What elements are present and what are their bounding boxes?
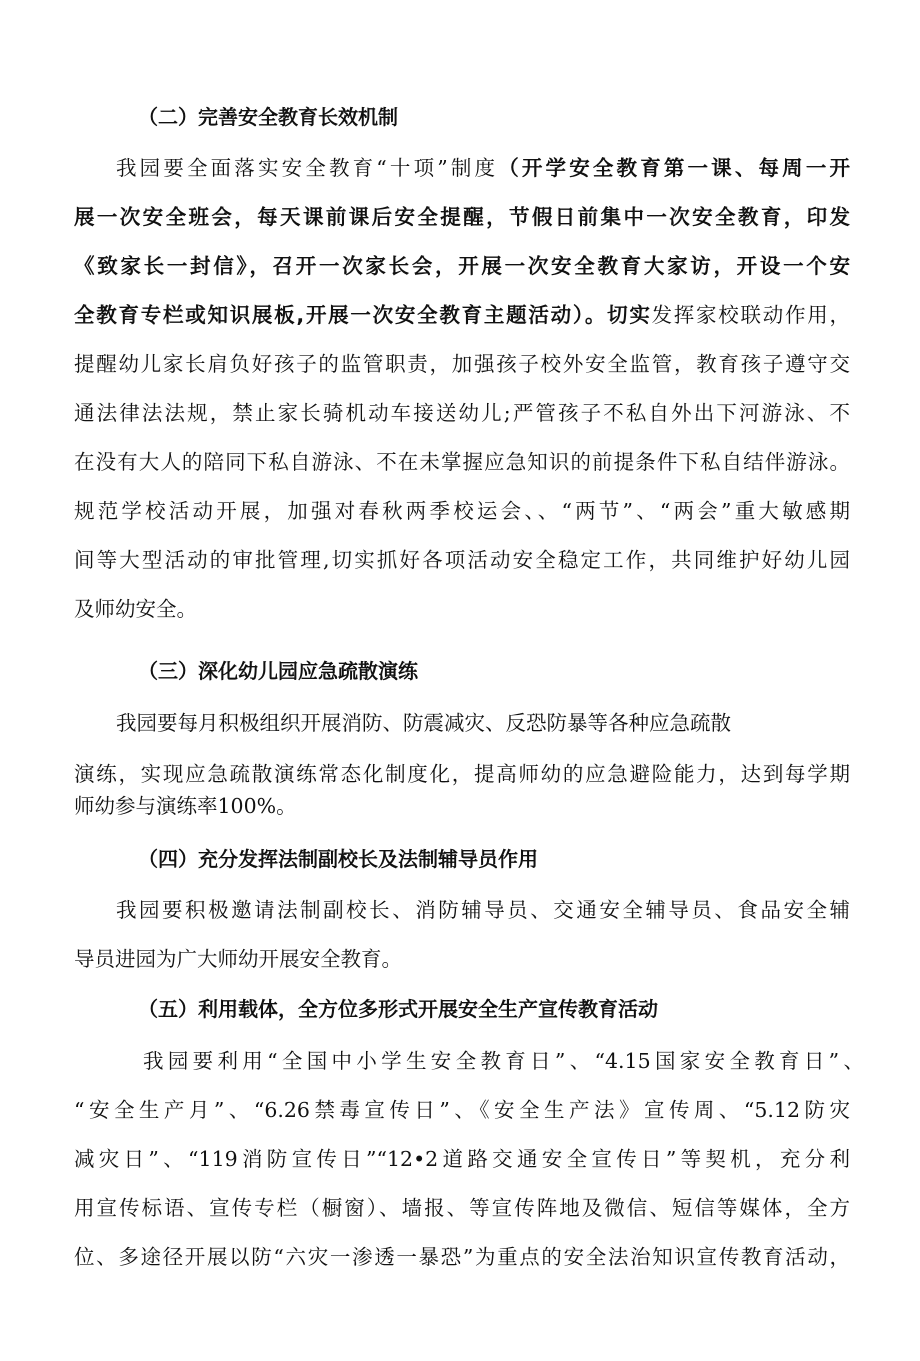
text-run: 规范学校活动开展，加强对春秋两季校运会、、“两节”、“两会”重大敏感期 <box>74 499 850 523</box>
paragraph-line <box>74 792 850 820</box>
text-run: 间等大型活动的审批管理,切实抓好各项活动安全稳定工作，共同维护好幼儿园 <box>74 548 850 572</box>
text-run: 师幼参与演练率100%。 <box>74 794 297 818</box>
paragraph-line <box>74 448 850 476</box>
text-run: 在没有大人的陪同下私自游泳、不在未掌握应急知识的前提条件下私自结伴游泳。 <box>74 450 850 474</box>
text-run: “安全生产月”、“6.26禁毒宣传日”、《安全生产法》宣传周、“5.12防灾 <box>74 1098 850 1122</box>
paragraph-line <box>74 760 850 788</box>
text-run: 我园要利用“全国中小学生安全教育日”、“4.15国家安全教育日”、 <box>143 1049 864 1073</box>
paragraph-line <box>74 1243 850 1271</box>
text-run: 我园要每月积极组织开展消防、防震减灾、反恐防暴等各种应急疏散 <box>116 711 731 735</box>
text-run: 导员进园为广大师幼开展安全教育。 <box>74 947 402 971</box>
section-heading-3: （三）深化幼儿园应急疏散演练 <box>138 659 418 683</box>
bold-text-run: 《致家长一封信》，召开一次家长会，开展一次安全教育大家访，开设一个安 <box>74 254 850 278</box>
paragraph-line <box>74 595 850 623</box>
paragraph-line <box>74 497 850 525</box>
section-heading-5: （五）利用载体，全方位多形式开展安全生产宣传教育活动 <box>138 997 658 1021</box>
paragraph-line <box>74 546 850 574</box>
paragraph-line <box>143 1047 864 1075</box>
text-run: 通法律法法规，禁止家长骑机动车接送幼儿;严管孩子不私自外出下河游泳、不 <box>74 401 850 425</box>
paragraph-line <box>74 203 850 231</box>
paragraph-line <box>74 399 850 427</box>
section-heading-2: （二）完善安全教育长效机制 <box>138 105 398 129</box>
text-run: 演练，实现应急疏散演练常态化制度化，提高师幼的应急避险能力，达到每学期 <box>74 762 850 786</box>
paragraph-line <box>74 945 850 973</box>
paragraph-line <box>74 1194 850 1222</box>
bold-text-run: 展一次安全班会，每天课前课后安全提醒，节假日前集中一次安全教育，印发 <box>74 205 850 229</box>
paragraph-line <box>74 301 850 329</box>
paragraph-line <box>116 154 850 182</box>
text-run: 发挥家校联动作用， <box>651 303 850 327</box>
paragraph-line <box>74 252 850 280</box>
text-run: 提醒幼儿家长肩负好孩子的监管职责，加强孩子校外安全监管，教育孩子遵守交 <box>74 352 850 376</box>
bold-text-run: 全教育专栏或知识展板,开展一次安全教育主题活动）。切实 <box>74 303 652 327</box>
text-run: 我园要全面落实安全教育“十项”制度 <box>116 156 499 180</box>
text-run: 位、多途径开展以防“六灾一渗透一暴恐”为重点的安全法治知识宣传教育活动， <box>74 1245 850 1269</box>
section-heading-4: （四）充分发挥法制副校长及法制辅导员作用 <box>138 847 538 871</box>
paragraph-line <box>116 896 850 924</box>
paragraph-line <box>74 350 850 378</box>
paragraph-line <box>74 1145 850 1173</box>
paragraph-line <box>74 1096 850 1124</box>
text-run: 及师幼安全。 <box>74 597 197 621</box>
bold-text-run: （开学安全教育第一课、每周一开 <box>498 156 850 180</box>
text-run: 我园要积极邀请法制副校长、消防辅导员、交通安全辅导员、食品安全辅 <box>116 898 850 922</box>
text-run: 用宣传标语、宣传专栏（橱窗）、墙报、等宣传阵地及微信、短信等媒体，全方 <box>74 1196 850 1220</box>
text-run: 减灾日”、“119消防宣传日”“12•2道路交通安全宣传日”等契机，充分利 <box>74 1147 850 1171</box>
paragraph-line <box>116 709 806 737</box>
